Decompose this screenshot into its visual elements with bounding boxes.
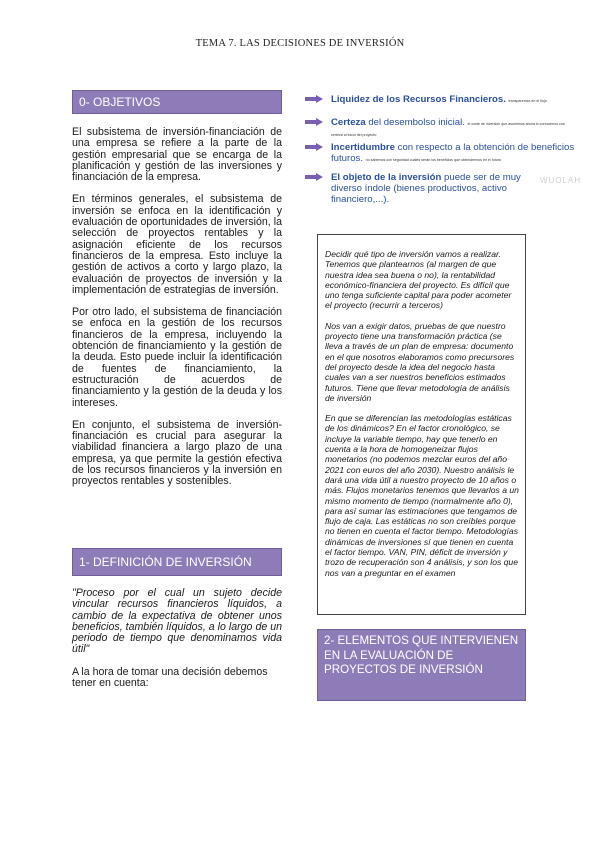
- section-objetivos: [72, 90, 282, 114]
- handwritten-note: no sabemos con seguridad cuáles serán los beneficios que obtendremos en el futuro: [365, 158, 501, 162]
- paragraph: En conjunto, el subsistema de inversión-financiación es crucial para asegurar la viabilidad financiera a largo plazo de una empresa, ya que permite la gestión efectiva de los recursos financieros y la inversión en proyectos rentables y sostenibles.: [72, 418, 282, 488]
- section-definicion: [72, 548, 282, 576]
- section-objetivos-title: 0- OBJETIVOS: [79, 95, 161, 109]
- note-paragraph: Decidir qué tipo de inversión vamos a realizar. Tenemos que plantearnos (al margen de que nuestra idea sea buena o no), la rentabilidad económico-financiera del proyecto. Es difícil que uno tenga suficiente capital para poder acometer el proyecto (recurrir a terceros): [325, 249, 512, 311]
- bullet-rest: con respecto a la obtención de beneficios futuros.: [331, 142, 575, 164]
- paragraph: El subsistema de inversión-financiación de una empresa se refiere a la parte de la gestión empresarial que se encarga de la planificación y gestión de las inversiones y financiación de la empresa.: [72, 126, 282, 184]
- section-definicion-title: 1- DEFINICIÓN DE INVERSIÓN: [79, 555, 252, 569]
- arrow-icon: [305, 143, 323, 151]
- bullet-rest: del desembolso inicial.: [365, 117, 465, 128]
- paragraph: Por otro lado, el subsistema de financiación se enfoca en la gestión de los recursos financieros de la empresa, incluyendo la obtención de financiamiento y la gestión de la deuda. Esto puede incluir la identificación de fuentes de financiamiento, la estructuración de acuerdos de financiamiento y la gestión de la deuda y los intereses.: [72, 306, 282, 409]
- definition-after: A la hora de tomar una decisión debemos tener en cuenta:: [72, 665, 268, 690]
- objetivos-text: [72, 127, 282, 499]
- handwritten-note: el coste de inversión que asumimos ahora lo conocemos con certeza al inicio del proyecto: [331, 122, 565, 137]
- page-header: TEMA 7. LAS DECISIONES DE INVERSIÓN: [195, 38, 405, 49]
- note-paragraph: Nos van a exigir datos, pruebas de que nuestro proyecto tiene una transformación práctica (se lleva a través de un plan de empresa: documento en el que nosotros elaboramos como precursores del proyecto desde la idea del negocio hasta cuales van a ser nuestros beneficios estimados futuros. Tiene que llevar metodología de análisis de inversión: [325, 320, 515, 403]
- bullet-item: [305, 172, 535, 205]
- arrow-icon: [305, 95, 323, 103]
- notes-box: [317, 234, 526, 615]
- definition-quote: "Proceso por el cual un sujeto decide vincular recursos financieros líquidos, a cambio de la expectativa de obtener unos beneficios, también líquidos, a lo largo de un periodo de tiempo que denominamos vida útil": [72, 587, 282, 656]
- arrow-icon: [305, 118, 323, 126]
- bullet-bold: Certeza: [331, 117, 366, 128]
- paragraph: En términos generales, el subsistema de inversión se enfoca en la identificación y evaluación de oportunidades de inversión, la selección de proyectos rentables y la asignación eficiente de los recursos financieros de la empresa. Esto incluye la gestión de activos a corto y largo plazo, la evaluación de proyectos de inversión y la implementación de estrategias de inversión.: [72, 193, 282, 296]
- definicion-text: [72, 588, 282, 700]
- arrow-icon: [305, 173, 323, 181]
- bullet-item: [305, 142, 575, 164]
- bullet-item: [305, 94, 575, 105]
- bullet-bold: El objeto de la inversión: [331, 172, 442, 183]
- section-elementos-title: 2- ELEMENTOS QUE INTERVIENEN EN LA EVALUACIÓN DE PROYECTOS DE INVERSIÓN: [324, 634, 519, 676]
- bullet-bold: Liquidez de los Recursos Financieros.: [331, 94, 506, 105]
- bullet-bold: Incertidumbre: [331, 142, 395, 153]
- bullet-rest: puede ser de muy diverso índole (bienes productivos, activo financiero,...).: [331, 172, 521, 205]
- section-elementos: [317, 629, 526, 701]
- note-paragraph: En que se diferencian las metodologías estáticas de los dinámicos? En el factor cronológico, se incluye la variable tiempo, hay que tenerlo en cuenta a la hora de homogeneizar flujos monetarios (no podemos mezclar euros del año 2021 con euros del año 2030). Nuestro análisis le dará una vida útil a nuestro proyecto de 10 años o más. Flujos monetarios tenemos que llevarlos a un mismo momento de tiempo (normalmente año 0), para así sumar las estimaciones que tengamos de flujo de caja. Las estáticas no son creíbles porque no tienen en cuenta el factor tiempo. Metodologías dinámicas de inversiones sí que tienen en cuenta el factor tiempo. VAN, PIN, déficit de inversión y trozo de recuperación son 4 análisis, y son los que nos van a preguntar en el examen: [325, 413, 519, 578]
- handwritten-note: transparencia en el flujo: [508, 99, 547, 103]
- watermark: WUOLAH: [540, 176, 582, 185]
- bullet-item: [305, 117, 575, 139]
